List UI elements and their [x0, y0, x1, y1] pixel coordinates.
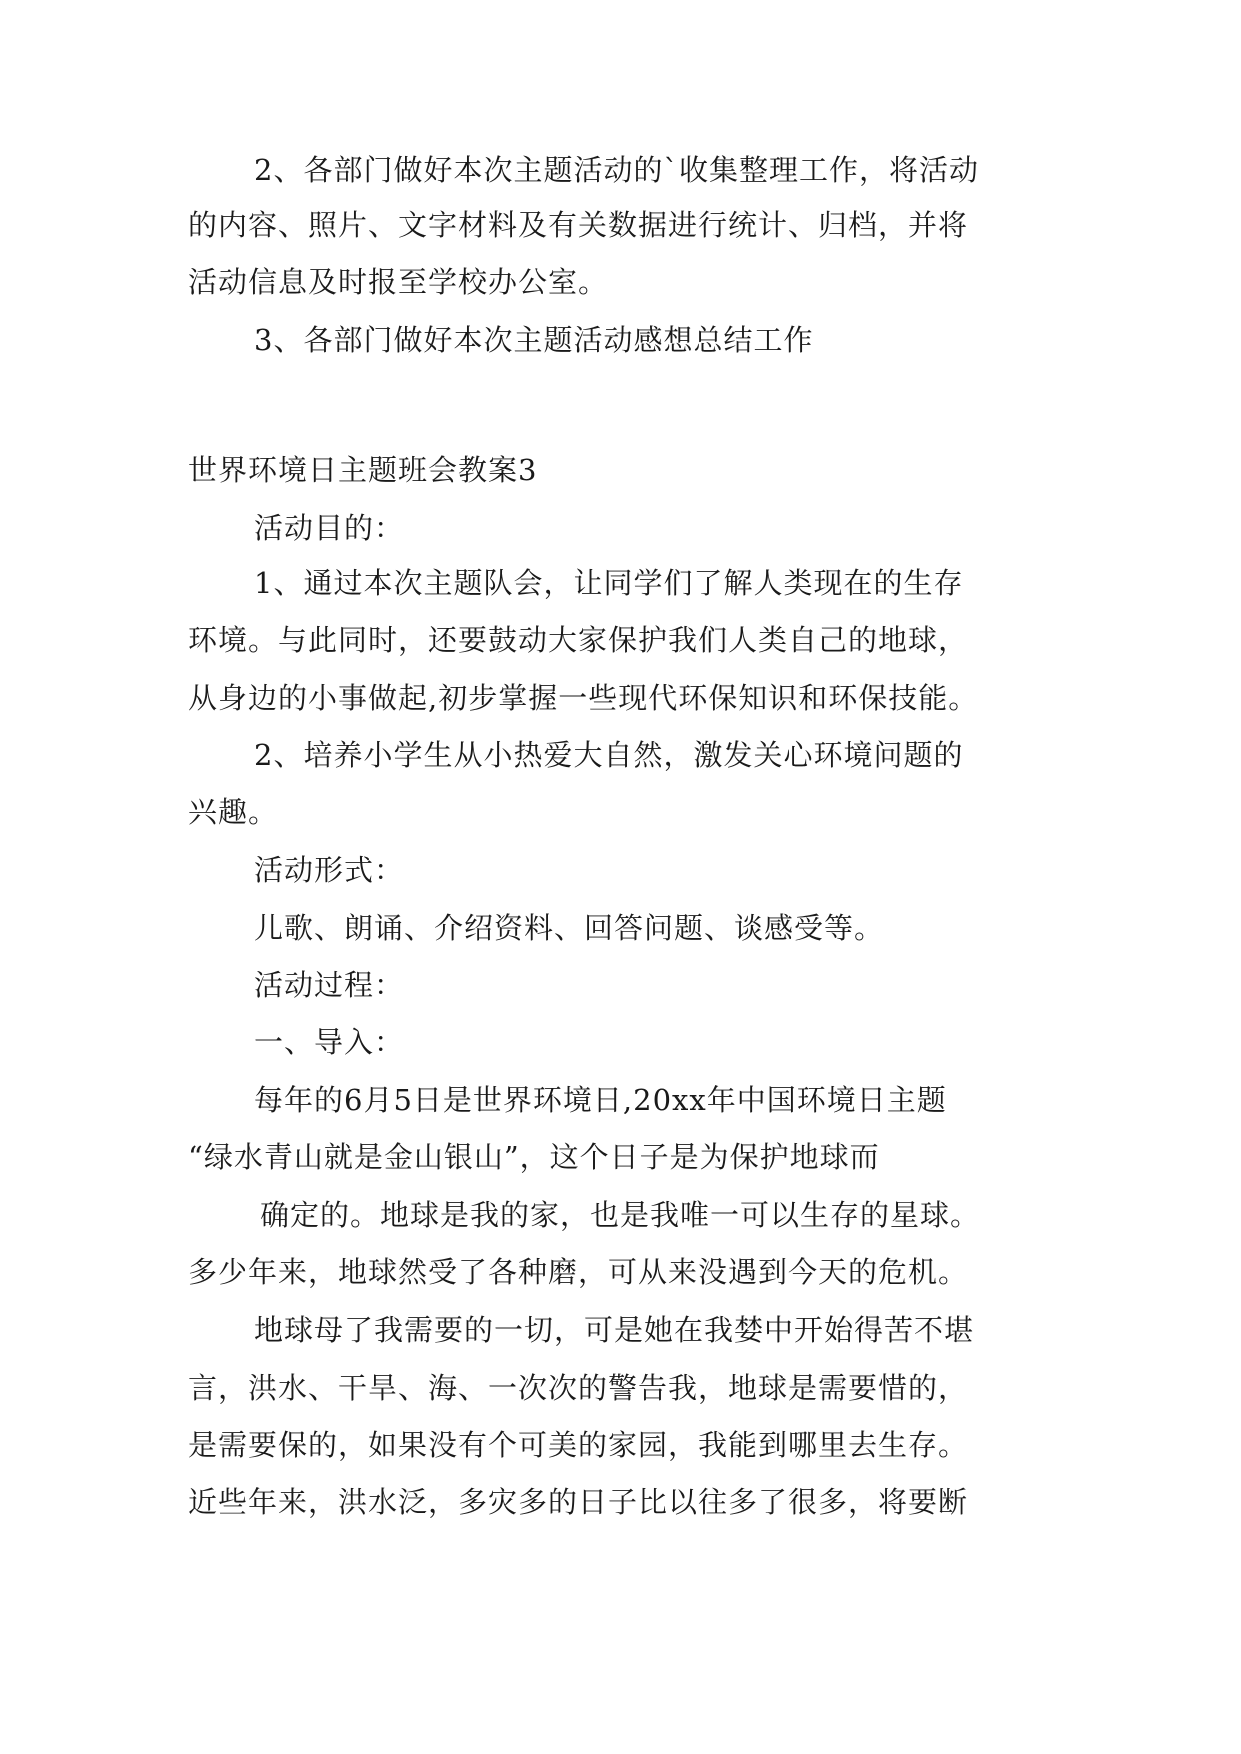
paragraph-line: 的内容、照片、文字材料及有关数据进行统计、归档，并将: [188, 208, 969, 242]
paragraph-line: 活动形式：: [254, 853, 405, 887]
paragraph-line: 确定的。地球是我的家，也是我唯一可以生存的星球。: [260, 1198, 981, 1232]
paragraph-line: 活动过程：: [254, 968, 405, 1002]
paragraph-line: 多少年来，地球然受了各种磨，可从来没遇到今天的危机。: [188, 1255, 969, 1289]
paragraph-line: 地球母了我需要的一切，可是她在我婪中开始得苦不堪: [254, 1313, 975, 1347]
paragraph-line: 3、各部门做好本次主题活动感想总结工作: [254, 323, 814, 357]
paragraph-line: 1、通过本次主题队会，让同学们了解人类现在的生存: [254, 566, 964, 600]
paragraph-line: 言，洪水、干旱、海、一次次的警告我，地球是需要惜的，: [188, 1371, 969, 1405]
paragraph-line: 近些年来，洪水泛，多灾多的日子比以往多了很多，将要断: [188, 1485, 969, 1519]
paragraph-line: 活动信息及时报至学校办公室。: [188, 265, 609, 299]
paragraph-line: 2、各部门做好本次主题活动的`收集整理工作，将活动: [254, 153, 979, 187]
paragraph-line: “绿水青山就是金山银山”，这个日子是为保护地球而: [188, 1140, 880, 1174]
paragraph-line: 每年的6月5日是世界环境日,20xx年中国环境日主题: [254, 1083, 947, 1117]
paragraph-line: 从身边的小事做起,初步掌握一些现代环保知识和环保技能。: [188, 681, 979, 715]
paragraph-line: 一、导入：: [254, 1025, 405, 1059]
section-heading: 世界环境日主题班会教案3: [188, 453, 538, 487]
paragraph-line: 2、培养小学生从小热爱大自然，激发关心环境问题的: [254, 738, 964, 772]
paragraph-line: 是需要保的，如果没有个可美的家园，我能到哪里去生存。: [188, 1428, 969, 1462]
paragraph-line: 活动目的：: [254, 511, 405, 545]
paragraph-line: 兴趣。: [188, 795, 279, 829]
paragraph-line: 儿歌、朗诵、介绍资料、回答问题、谈感受等。: [254, 911, 885, 945]
paragraph-line: 环境。与此同时，还要鼓动大家保护我们人类自己的地球，: [188, 623, 969, 657]
